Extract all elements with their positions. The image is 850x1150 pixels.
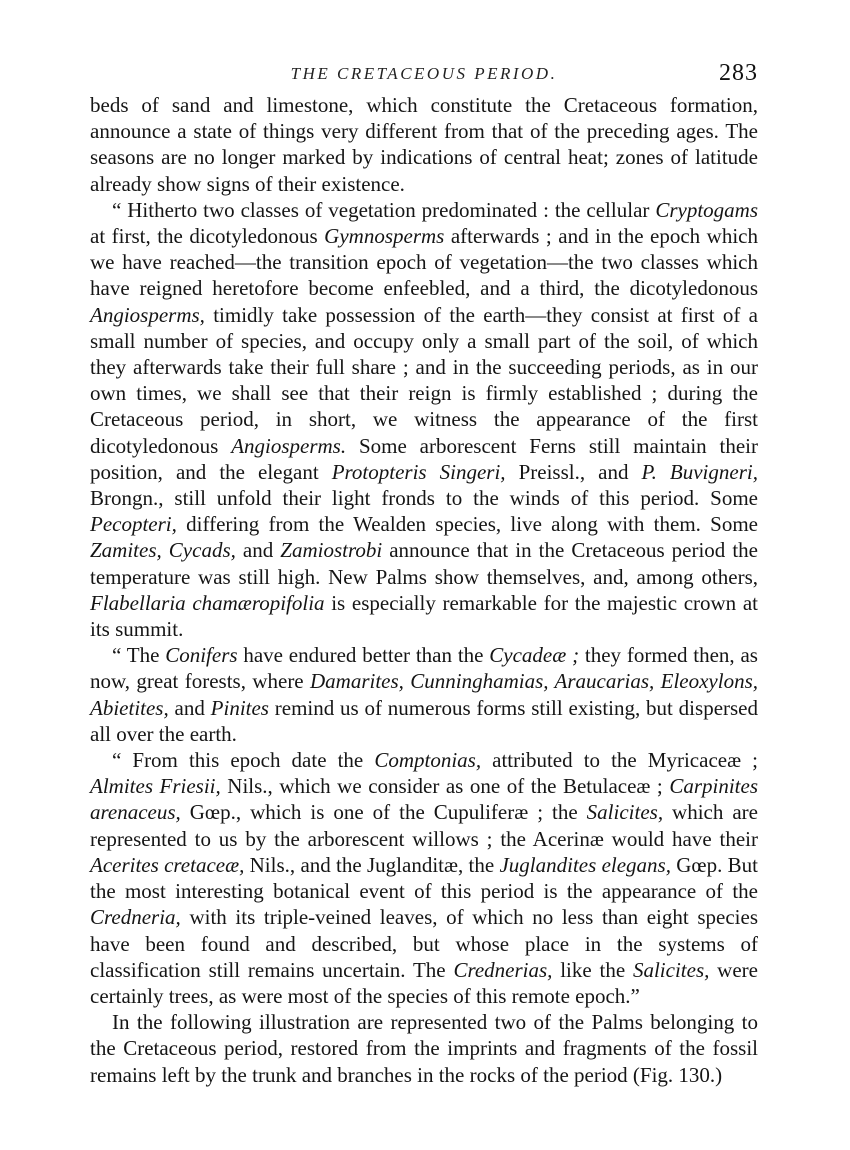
- text-run: “ The: [112, 643, 166, 668]
- page-number: 283: [719, 60, 758, 86]
- italic-term: Almites Friesii,: [90, 774, 221, 799]
- page-header: [90, 58, 758, 92]
- italic-term: Comptonias,: [374, 748, 482, 773]
- italic-term: Pecopteri,: [90, 512, 177, 537]
- italic-term: Damarites, Cunninghamias, Araucarias, Eleoxylons, Abietites,: [90, 669, 759, 720]
- italic-term: Angiosperms.: [231, 433, 347, 458]
- text-run: and: [168, 695, 211, 720]
- italic-term: Flabellaria chamæropifolia: [90, 590, 325, 615]
- text-run: timidly take possession of the earth—they consist at first of a small number of species, and occupy only a small part of the soil, of which they afterwards take their full share ; and in the succeeding periods, as in our own times, we shall see that their reign is firmly established ; during the Cretaceous period, in short, we witness the appearance of the first dicotyledonous: [90, 302, 758, 458]
- text-run: beds of sand and limestone, which constitute the Cretaceous formation, announce a state of things very different from that of the preceding ages. The seasons are no longer marked by indications of central heat; zones of latitude already show signs of their existence.: [90, 93, 758, 196]
- italic-term: Acerites cretaceæ,: [90, 852, 245, 877]
- text-run: “ From this epoch date the: [112, 748, 375, 773]
- text-run: remind us of numerous forms still existing, but dispersed all over the earth.: [90, 695, 758, 746]
- italic-term: Cryptogams: [655, 197, 758, 222]
- body-text: [90, 92, 758, 1088]
- italic-term: Pinites: [210, 695, 269, 720]
- book-page: [90, 58, 758, 1088]
- italic-term: Salicites,: [632, 957, 710, 982]
- text-run: like the: [552, 957, 633, 982]
- text-run: were certainly trees, as were most of the species of this remote epoch.”: [90, 957, 758, 1008]
- italic-term: Zamiostrobi: [280, 538, 383, 563]
- paragraph-3: [90, 642, 758, 747]
- italic-term: Cycadeæ ;: [489, 643, 580, 668]
- text-run: Some arborescent Ferns still maintain their position, and the elegant: [90, 433, 759, 484]
- paragraph-4: [90, 747, 758, 1009]
- text-run: Gœp. But the most interesting botanical event of this period is the appearance of the: [90, 852, 758, 904]
- italic-term: Crednerias,: [453, 957, 553, 982]
- text-run: attributed to the Myricaceæ ;: [481, 748, 758, 773]
- paragraph-2: [90, 197, 758, 642]
- text-run: have endured better than the: [237, 643, 490, 668]
- text-run: “ Hitherto two classes of vegetation predominated : the cellular: [112, 197, 656, 222]
- text-run: Preissl., and: [505, 459, 642, 484]
- italic-term: Angiosperms,: [90, 302, 205, 327]
- paragraph-1: [90, 92, 758, 197]
- italic-term: P. Buvigneri,: [641, 459, 758, 484]
- italic-term: Zamites, Cycads,: [90, 538, 236, 563]
- italic-term: Carpinites arenaceus,: [90, 774, 758, 825]
- text-run: Brongn., still unfold their light fronds to the winds of this period. Some: [90, 486, 758, 511]
- text-run: afterwards ; and in the epoch which we have reached—the transition epoch of vegetation—the two classes which have reigned heretofore become enfeebled, and a third, the dicotyledonous: [90, 224, 758, 301]
- text-run: differing from the Wealden species, live along with them. Some: [176, 512, 758, 537]
- text-run: at first, the dicotyledonous: [90, 224, 325, 249]
- italic-term: Protopteris Singeri,: [331, 459, 506, 484]
- italic-term: Credneria,: [90, 905, 181, 930]
- italic-term: Juglandites elegans,: [499, 852, 671, 877]
- text-run: announce that in the Cretaceous period the temperature was still high. New Palms show themselves, and, among others,: [90, 538, 759, 589]
- italic-term: Salicites,: [586, 800, 664, 825]
- text-run: they formed then, as now, great forests, where: [90, 643, 758, 694]
- text-run: with its triple-veined leaves, of which no less than eight species have been found and described, but whose place in the systems of classification still remains uncertain. The: [90, 905, 758, 982]
- italic-term: Gymnosperms: [324, 224, 445, 249]
- text-run: Nils., and the Juglanditæ, the: [244, 852, 500, 877]
- text-run: Nils., which we consider as one of the Betulaceæ ;: [220, 774, 670, 799]
- text-run: and: [235, 538, 281, 563]
- text-run: Gœp., which is one of the Cupuliferæ ; the: [180, 800, 587, 825]
- paragraph-5: [90, 1009, 758, 1088]
- text-run: is especially remarkable for the majestic crown at its summit.: [90, 590, 758, 642]
- text-run: In the following illustration are represented two of the Palms belonging to the Cretaceous period, restored from the imprints and fragments of the fossil remains left by the trunk and branches in the rocks of the period (Fig. 130.): [90, 1010, 758, 1087]
- text-run: which are represented to us by the arborescent willows ; the Acerinæ would have their: [90, 800, 758, 851]
- italic-term: Conifers: [165, 643, 238, 668]
- running-title: THE CRETACEOUS PERIOD.: [290, 64, 558, 83]
